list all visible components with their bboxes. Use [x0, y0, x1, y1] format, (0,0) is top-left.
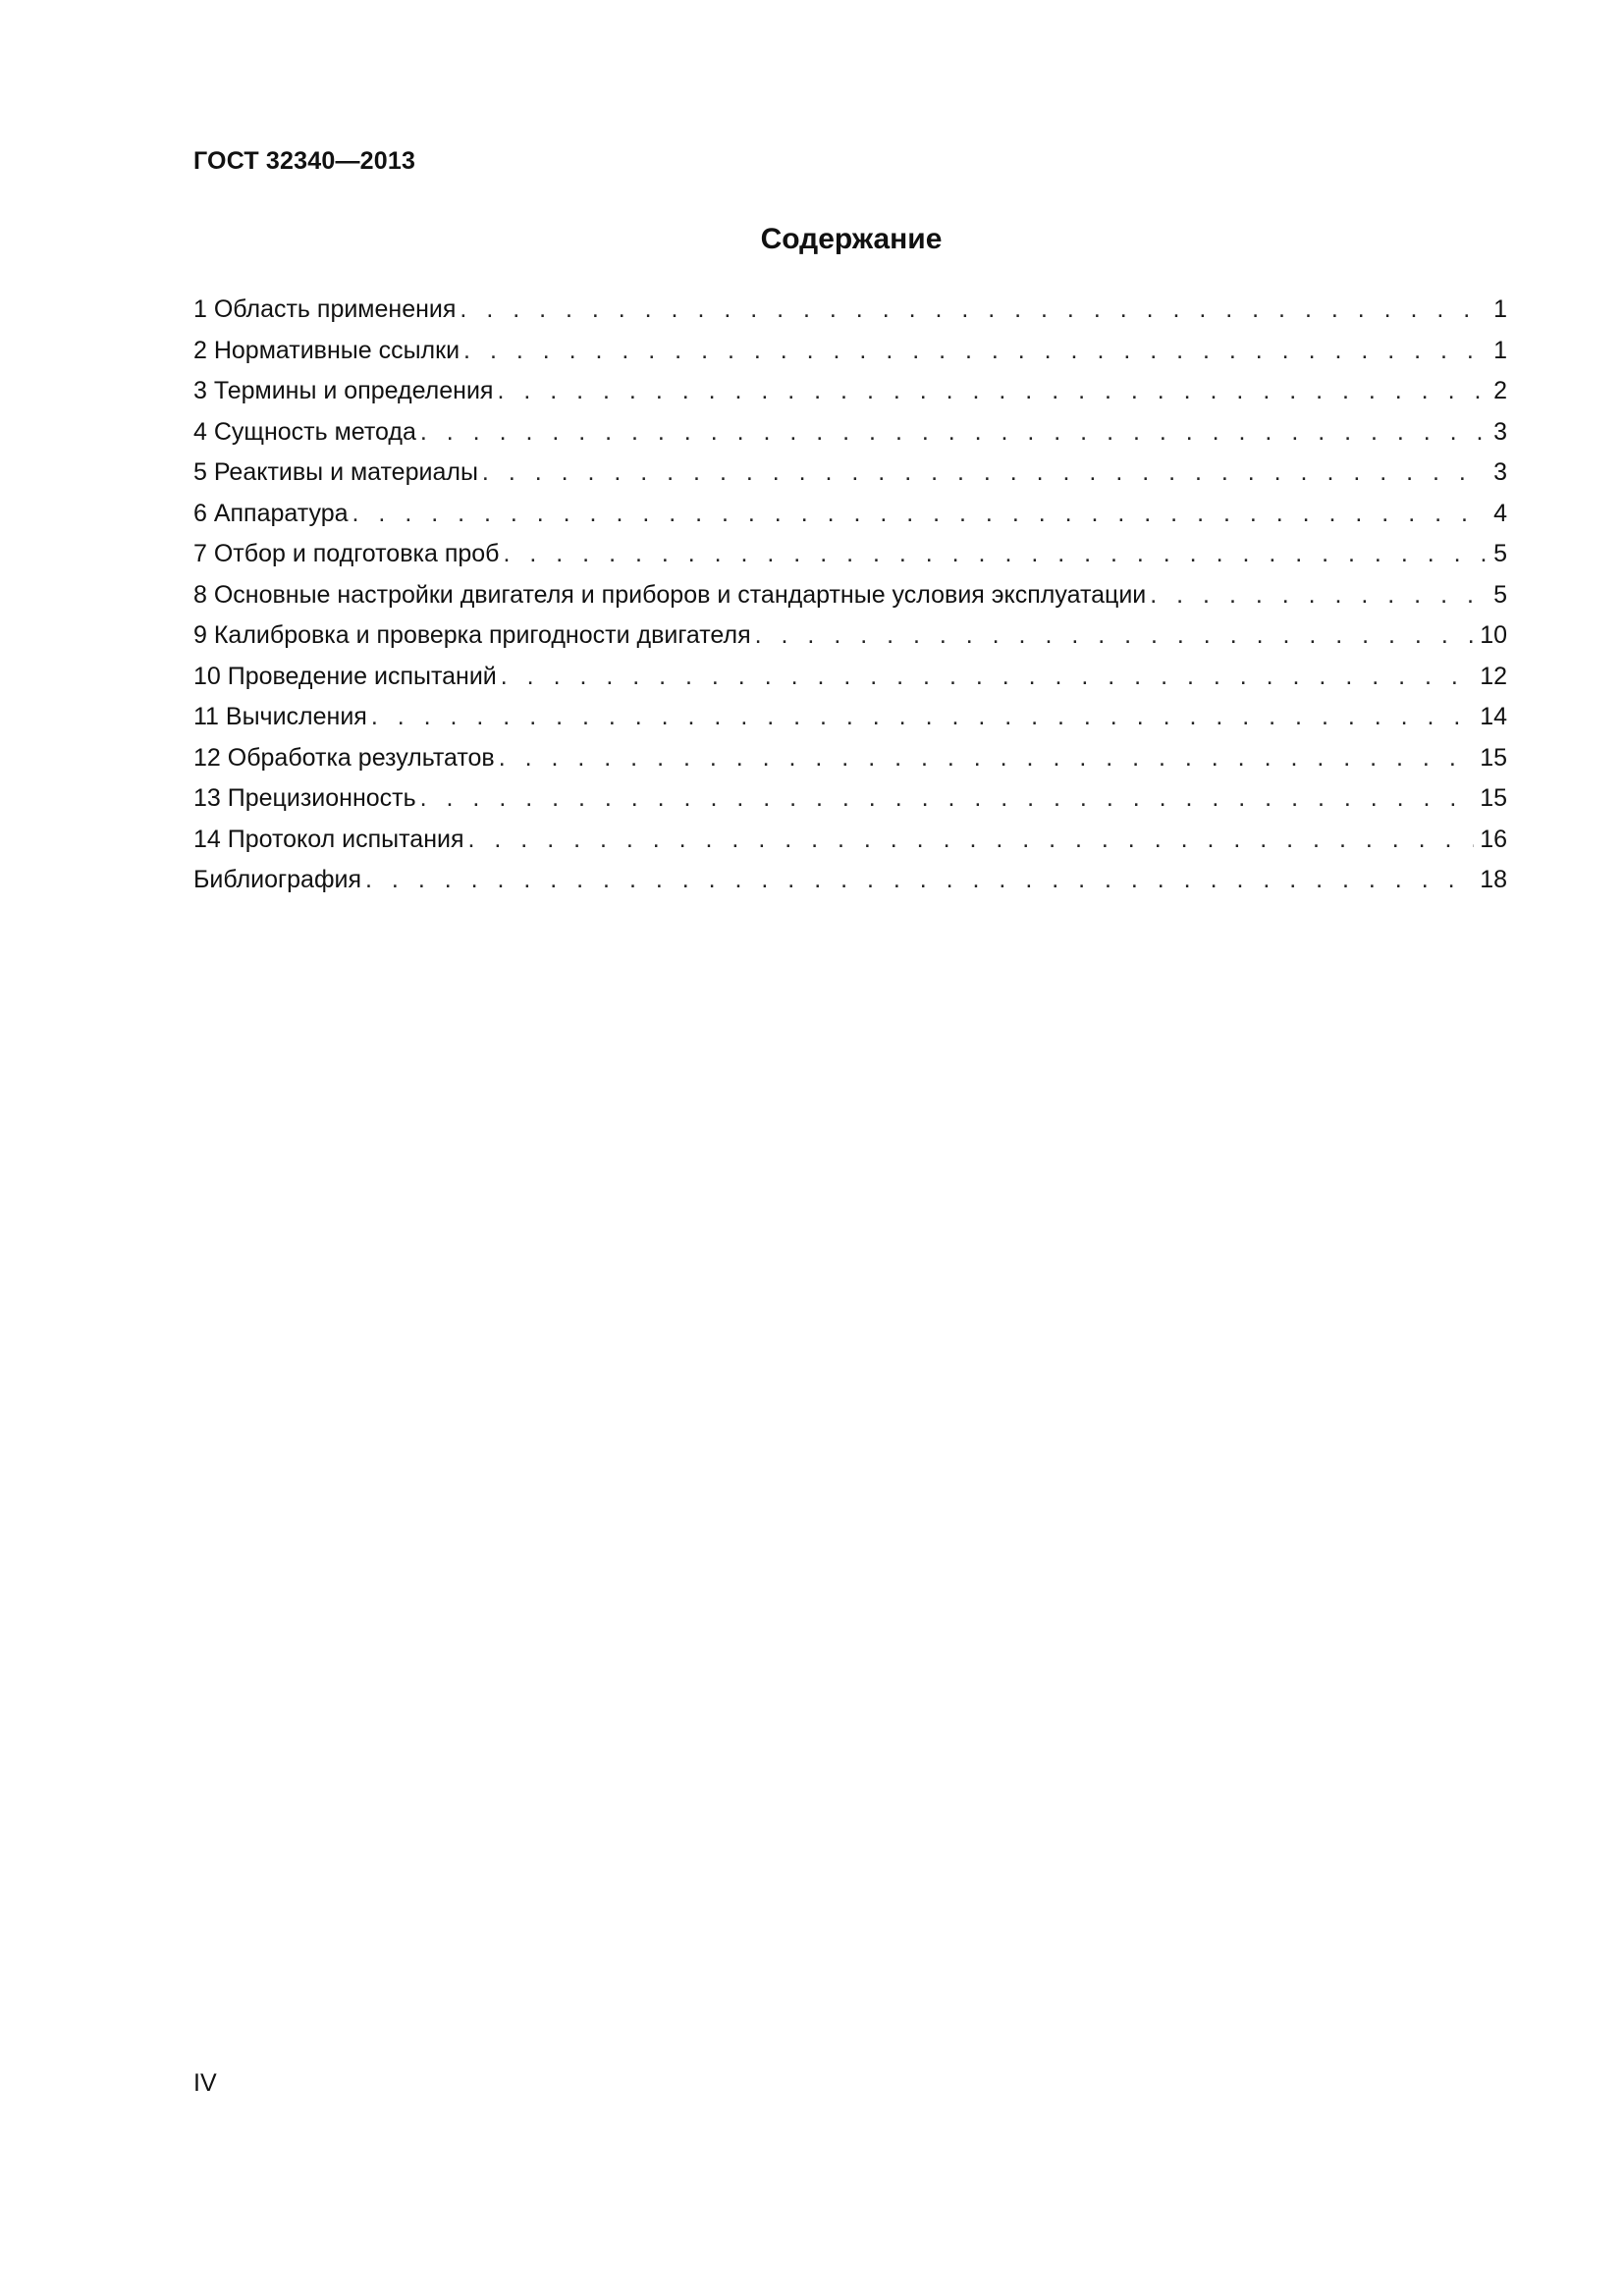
toc-dot-leader: [460, 290, 1488, 331]
toc-entry-page: 5: [1493, 580, 1507, 609]
toc-entry[interactable]: [193, 494, 1507, 535]
toc-entry[interactable]: [193, 453, 1507, 494]
toc-entry-page: 4: [1493, 499, 1507, 527]
page-number: IV: [193, 2069, 217, 2097]
toc-entry-label: Библиография: [193, 866, 362, 893]
toc-entry-label: 10 Проведение испытаний: [193, 662, 497, 690]
toc-entry-label: 13 Прецизионность: [193, 784, 416, 812]
toc-entry-page: 12: [1480, 662, 1507, 690]
toc-entry-label: 7 Отбор и подготовка проб: [193, 540, 500, 567]
toc-entry[interactable]: [193, 778, 1507, 820]
toc-entry-label: 4 Сущность метода: [193, 417, 416, 446]
toc-entry-page: 15: [1480, 784, 1507, 812]
toc-dot-leader: [501, 657, 1474, 698]
toc-entry[interactable]: [193, 575, 1507, 616]
toc-entry-page: 14: [1480, 703, 1507, 730]
toc-entry-label: 1 Область применения: [193, 295, 457, 323]
toc-entry-label: 2 Нормативные ссылки: [193, 336, 460, 364]
toc-entry-label: 14 Протокол испытания: [193, 825, 464, 853]
toc-entry-page: 5: [1493, 540, 1507, 567]
toc-dot-leader: [755, 615, 1475, 657]
toc-entry-page: 18: [1480, 866, 1507, 893]
toc-entry[interactable]: [193, 657, 1507, 698]
toc-entry-label: 8 Основные настройки двигателя и приборов и стандартные условия эксплуатации: [193, 580, 1147, 609]
toc-entry[interactable]: [193, 615, 1507, 657]
toc-dot-leader: [371, 697, 1474, 738]
toc-entry-page: 15: [1480, 743, 1507, 772]
toc-dot-leader: [420, 778, 1475, 820]
toc-entry[interactable]: [193, 697, 1507, 738]
toc-dot-leader: [468, 820, 1475, 861]
toc-entry[interactable]: [193, 534, 1507, 575]
toc-dot-leader: [497, 371, 1488, 412]
toc-entry[interactable]: [193, 371, 1507, 412]
toc-entry[interactable]: [193, 331, 1507, 372]
toc-entry-page: 3: [1493, 458, 1507, 486]
toc-dot-leader: [420, 412, 1488, 454]
toc-dot-leader: [504, 534, 1489, 575]
toc-dot-leader: [482, 453, 1488, 494]
toc-entry-label: 11 Вычисления: [193, 703, 367, 730]
toc-entry-label: 9 Калибровка и проверка пригодности двигателя: [193, 621, 751, 649]
toc-entry-page: 16: [1480, 825, 1507, 853]
toc-entry[interactable]: [193, 290, 1507, 331]
toc-entry-label: 5 Реактивы и материалы: [193, 458, 478, 486]
toc-entry-page: 10: [1480, 621, 1507, 649]
table-of-contents: [193, 290, 1507, 901]
toc-entry[interactable]: [193, 738, 1507, 779]
toc-entry[interactable]: [193, 820, 1507, 861]
toc-dot-leader: [365, 860, 1474, 901]
toc-entry-label: 3 Термины и определения: [193, 377, 494, 404]
toc-dot-leader: [463, 331, 1488, 372]
toc-entry[interactable]: [193, 412, 1507, 454]
toc-dot-leader: [352, 494, 1489, 535]
toc-entry-label: 6 Аппаратура: [193, 499, 349, 527]
toc-entry-page: 1: [1493, 336, 1507, 364]
toc-entry-page: 2: [1493, 377, 1507, 404]
toc-title: Содержание: [760, 223, 943, 255]
toc-entry-page: 1: [1493, 295, 1507, 323]
toc-entry-label: 12 Обработка результатов: [193, 743, 495, 772]
toc-dot-leader: [499, 738, 1474, 779]
toc-entry[interactable]: [193, 860, 1507, 901]
toc-dot-leader: [1150, 575, 1488, 616]
toc-entry-page: 3: [1493, 417, 1507, 446]
page-header: ГОСТ 32340—2013: [193, 147, 416, 175]
